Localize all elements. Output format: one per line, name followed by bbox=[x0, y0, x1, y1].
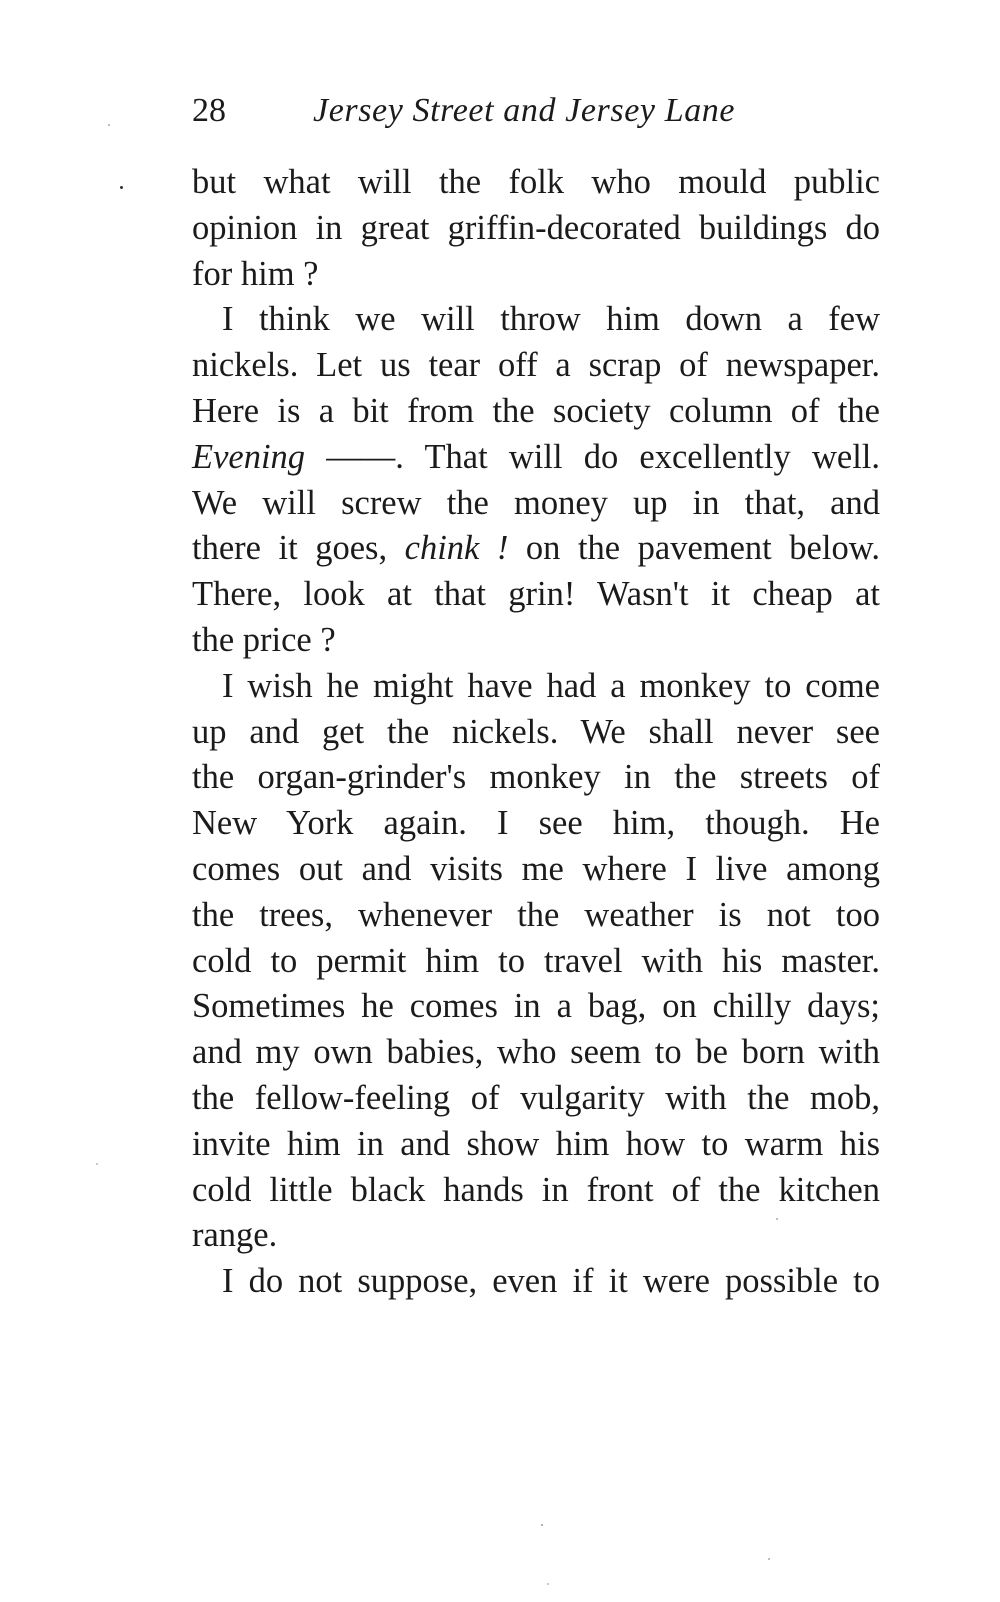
italic-text: Evening bbox=[192, 437, 306, 476]
text-line: Sometimes he comes in a bag, on chilly days; bbox=[192, 987, 880, 1026]
print-speck bbox=[541, 1524, 543, 1526]
print-speck bbox=[108, 124, 110, 126]
line-text: on the pavement below. bbox=[508, 529, 881, 568]
print-speck bbox=[768, 1558, 770, 1560]
line-text: ——. That will do excellently well. bbox=[305, 437, 880, 476]
paragraph-start-line: I think we will throw him down a few bbox=[222, 300, 880, 339]
line-text: there it goes, bbox=[192, 529, 405, 568]
text-line: cold to permit him to travel with his master. bbox=[192, 941, 880, 980]
running-title: Jersey Street and Jersey Lane bbox=[313, 92, 736, 129]
body-text bbox=[192, 160, 880, 1305]
text-line: the price ? bbox=[192, 620, 336, 659]
text-line: the trees, whenever the weather is not too bbox=[192, 895, 880, 934]
paragraph-start-line: I wish he might have had a monkey to come bbox=[222, 666, 880, 705]
text-line: opinion in great griffin-decorated buildings do bbox=[192, 208, 880, 247]
print-speck bbox=[96, 1163, 98, 1165]
running-head bbox=[192, 88, 892, 134]
text-line: There, look at that grin! Wasn't it cheap at bbox=[192, 575, 880, 614]
text-line bbox=[192, 435, 880, 481]
text-line: comes out and visits me where I live among bbox=[192, 849, 880, 888]
paragraph-start-line: I do not suppose, even if it were possible to bbox=[222, 1262, 880, 1301]
text-line: but what will the folk who mould public bbox=[192, 163, 880, 201]
text-line bbox=[192, 526, 880, 572]
text-line: the fellow-feeling of vulgarity with the mob, bbox=[192, 1078, 880, 1117]
text-line: range. bbox=[192, 1216, 278, 1255]
print-speck bbox=[547, 1583, 549, 1585]
text-line: nickels. Let us tear off a scrap of newspaper. bbox=[192, 346, 880, 385]
text-line: up and get the nickels. We shall never see bbox=[192, 712, 880, 751]
text-line: invite him in and show him how to warm his bbox=[192, 1124, 880, 1163]
print-speck bbox=[120, 186, 123, 189]
page-number: 28 bbox=[192, 92, 226, 129]
text-line: New York again. I see him, though. He bbox=[192, 804, 880, 843]
italic-text: chink ! bbox=[404, 529, 509, 568]
text-line: We will screw the money up in that, and bbox=[192, 483, 880, 522]
text-line: the organ-grinder's monkey in the streets of bbox=[192, 758, 880, 797]
text-line: Here is a bit from the society column of the bbox=[192, 391, 880, 430]
text-line: for him ? bbox=[192, 254, 319, 293]
text-line: cold little black hands in front of the kitchen bbox=[192, 1170, 880, 1209]
print-speck bbox=[776, 1218, 778, 1220]
text-line: and my own babies, who seem to be born with bbox=[192, 1033, 880, 1072]
